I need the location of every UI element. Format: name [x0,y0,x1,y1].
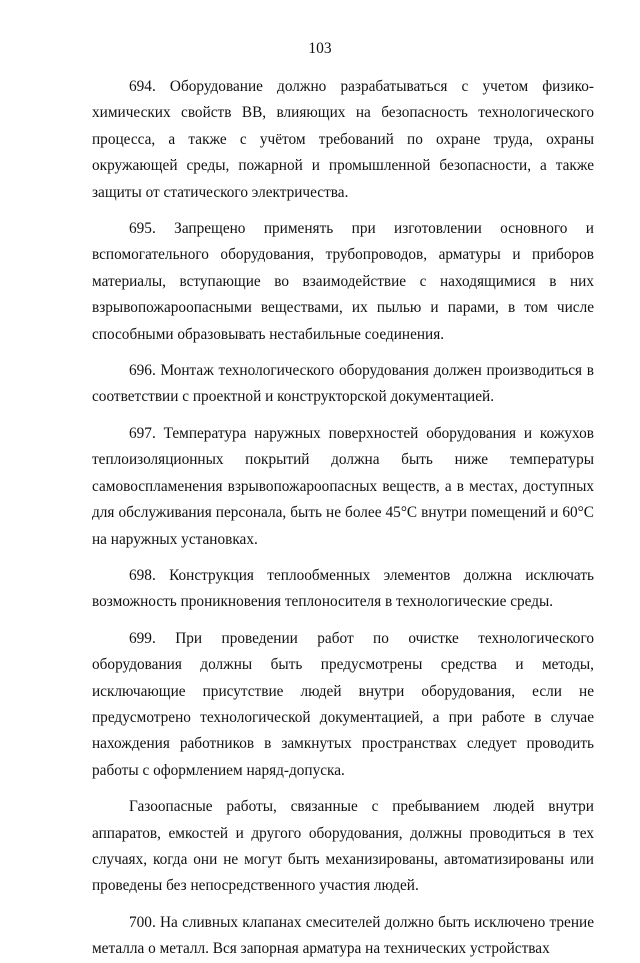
paragraph-700: 700. На сливных клапанах смесителей должно быть исключено трение металла о металл. Вся запорная арматура на технических устройствах [92,913,594,958]
paragraph-694: 694. Оборудование должно разрабатываться с учетом физико-химических свойств ВВ, влияющих на безопасность технологического процесса, а также с учётом требований по охране труда, охраны окружающей среды, пожарной и промышленной безопасности, а также защиты от статического электричества. [92,78,594,201]
paragraph-696: 696. Монтаж технологического оборудования должен производиться в соответствии с проектной и конструкторской документацией. [92,362,594,406]
page-number: 103 [308,40,332,57]
paragraph-698: 698. Конструкция теплообменных элементов должна исключать возможность проникновения теплоносителя в технологические среды. [92,566,594,611]
paragraph-697: 697. Температура наружных поверхностей оборудования и кожухов теплоизоляционных покрытий должна быть ниже температуры самовоспламенения взрывопожароопасных веществ, а в местах, доступных для обслуживания персонала, быть не более 45°С внутри помещений и 60°С на наружных установках. [92,424,594,548]
document-body [92,74,594,963]
paragraph-699-continued: Газоопасные работы, связанные с пребыванием людей внутри аппаратов, емкостей и другого оборудования, должны проводиться в тех случаях, когда они не могут быть механизированы, автоматизированы или проведены без непосредственного участия людей. [92,798,594,895]
paragraph-699: 699. При проведении работ по очистке технологического оборудования должны быть предусмотрены средства и методы, исключающие присутствие людей внутри оборудования, если не предусмотрено технологической документацией, а при работе в случае нахождения работников в замкнутых пространствах следует проводить работы с оформлением наряд-допуска. [92,629,594,779]
paragraph-695: 695. Запрещено применять при изготовлении основного и вспомогательного оборудования, трубопроводов, арматуры и приборов материалы, вступающие во взаимодействие с находящимися в них взрывопожароопасными веществами, их пылью и парами, в том числе способными образовывать нестабильные соединения. [92,220,594,343]
